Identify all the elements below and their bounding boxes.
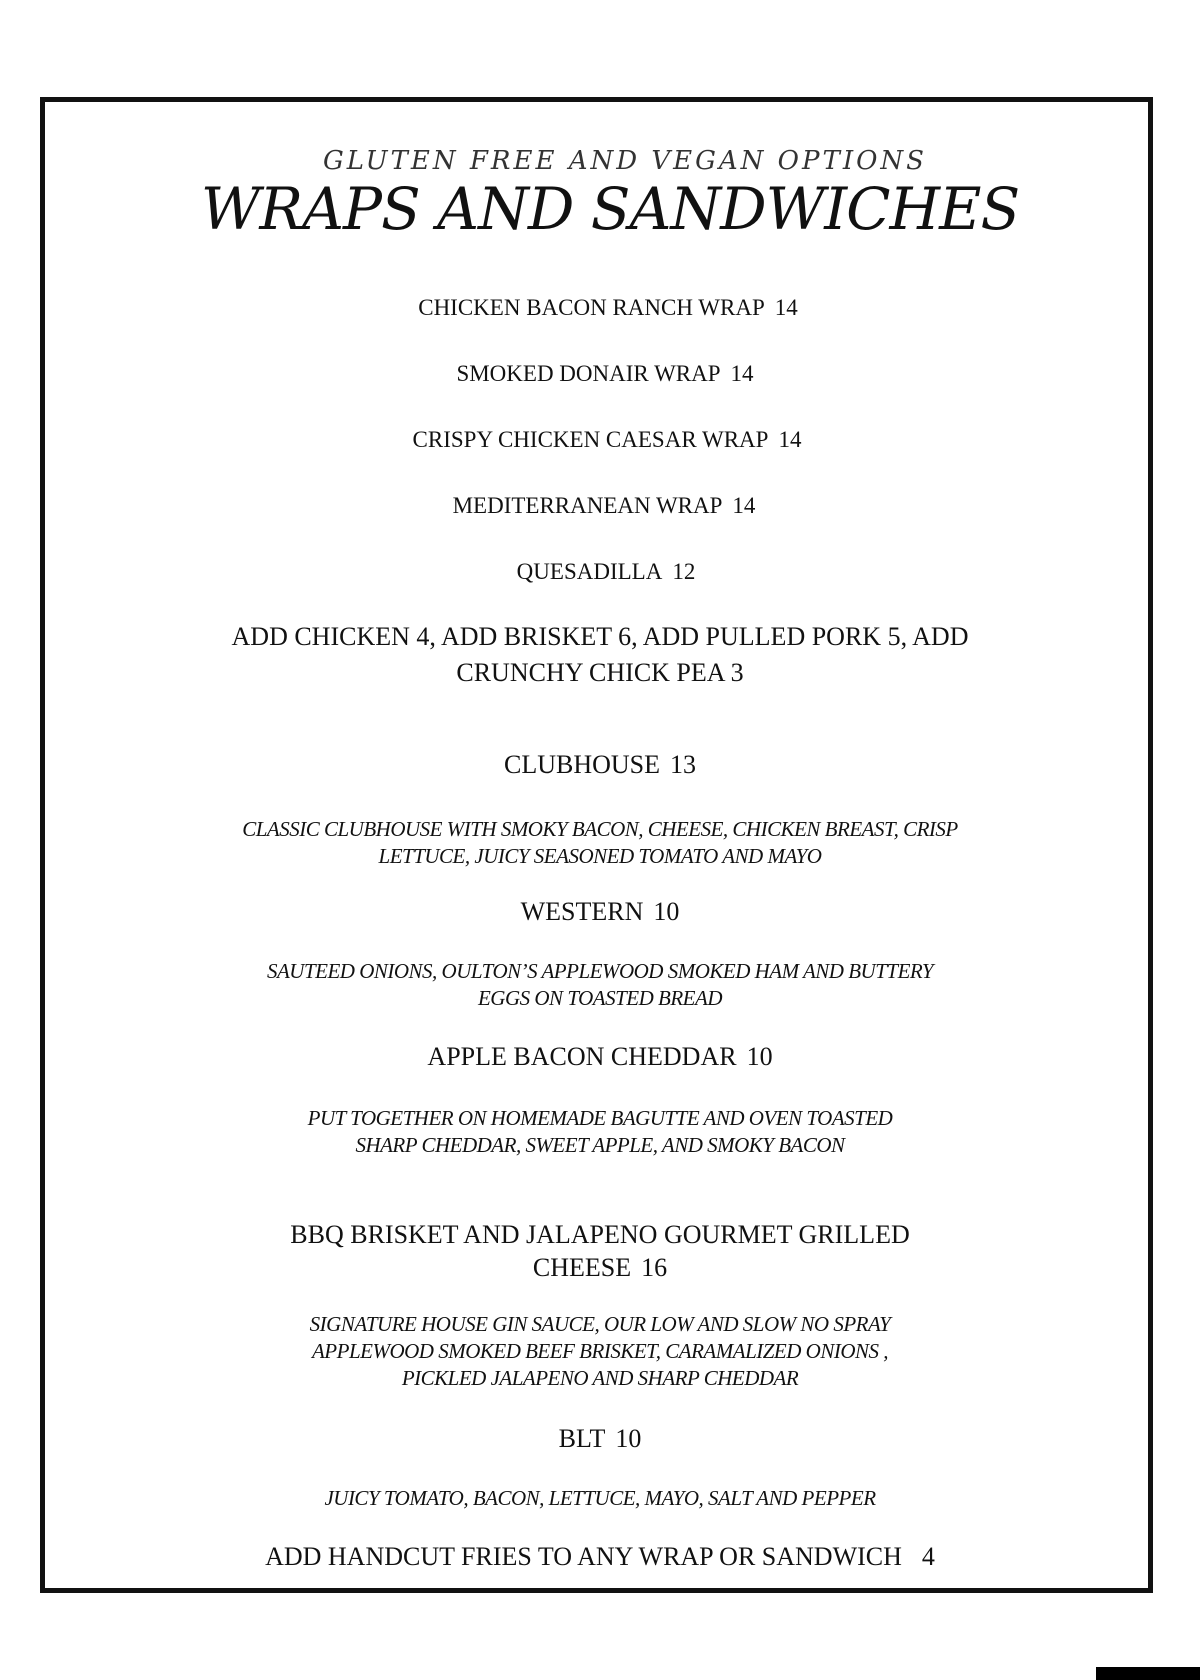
item-name: BBQ BRISKET AND JALAPENO GOURMET GRILLED CHEESE [290,1220,910,1282]
menu-item-chicken-bacon-ranch-wrap [8,296,1200,319]
menu-item-smoked-donair-wrap [5,362,1200,385]
item-price: 10 [653,897,680,926]
wrap-add-ons: ADD CHICKEN 4, ADD BRISKET 6, ADD PULLED PORK 5, ADD CRUNCHY CHICK PEA 3 [231,622,969,687]
item-name: APPLE BACON CHEDDAR [427,1042,737,1071]
item-price: 14 [732,493,756,518]
item-price: 16 [641,1253,668,1282]
item-name: QUESADILLA [516,559,663,584]
item-price: 14 [730,361,754,386]
sandwich-western-description: SAUTEED ONIONS, OULTON’S APPLEWOOD SMOKED HAM AND BUTTERY EGGS ON TOASTED BREAD [266,959,934,1010]
item-name: BLT [558,1424,606,1453]
item-name: CRISPY CHICKEN CAESAR WRAP [412,427,769,452]
sandwich-apple-bacon-cheddar-description: PUT TOGETHER ON HOMEMADE BAGUTTE AND OVEN TOASTED SHARP CHEDDAR, SWEET APPLE, AND SMOKY BACON [307,1106,893,1157]
sandwich-bbq-brisket-grilled-cheese [260,1218,940,1284]
item-name: CLUBHOUSE [503,750,660,779]
item-price: 12 [672,559,696,584]
sandwich-blt [0,1426,1200,1452]
item-price: 4 [921,1542,935,1571]
menu-item-quesadilla [6,560,1200,583]
fries-add-on-note [0,1544,1200,1570]
sandwich-western [0,899,1200,925]
sandwich-apple-bacon-cheddar [0,1044,1200,1070]
item-price: 10 [615,1424,642,1453]
sandwich-bbq-brisket-description: SIGNATURE HOUSE GIN SAUCE, OUR LOW AND SLOW NO SPRAY APPLEWOOD SMOKED BEEF BRISKET, CARAMALIZED ONIONS , PICKLED JALAPENO AND SHARP CHEDDAR [309,1312,891,1390]
menu-title: WRAPS AND SANDWICHES [200,175,1020,243]
item-price: 14 [774,295,798,320]
item-price: 13 [670,750,696,779]
sandwich-clubhouse-description: CLASSIC CLUBHOUSE WITH SMOKY BACON, CHEESE, CHICKEN BREAST, CRISP LETTUCE, JUICY SEASONED TOMATO AND MAYO [242,817,958,868]
sandwich-blt-description: JUICY TOMATO, BACON, LETTUCE, MAYO, SALT AND PEPPER [324,1486,876,1510]
sandwich-clubhouse [0,752,1200,778]
item-name: WESTERN [520,897,644,926]
item-name: ADD HANDCUT FRIES TO ANY WRAP OR SANDWICH [265,1542,902,1571]
item-name: SMOKED DONAIR WRAP [456,361,721,386]
menu-subtitle: GLUTEN FREE AND VEGAN OPTIONS [323,146,927,176]
item-name: MEDITERRANEAN WRAP [452,493,723,518]
menu-item-mediterranean-wrap [4,494,1200,517]
item-name: CHICKEN BACON RANCH WRAP [418,295,765,320]
menu-item-crispy-chicken-caesar-wrap [7,428,1200,451]
item-price: 14 [778,427,802,452]
page-corner-mark [1096,1667,1200,1680]
item-price: 10 [746,1042,773,1071]
